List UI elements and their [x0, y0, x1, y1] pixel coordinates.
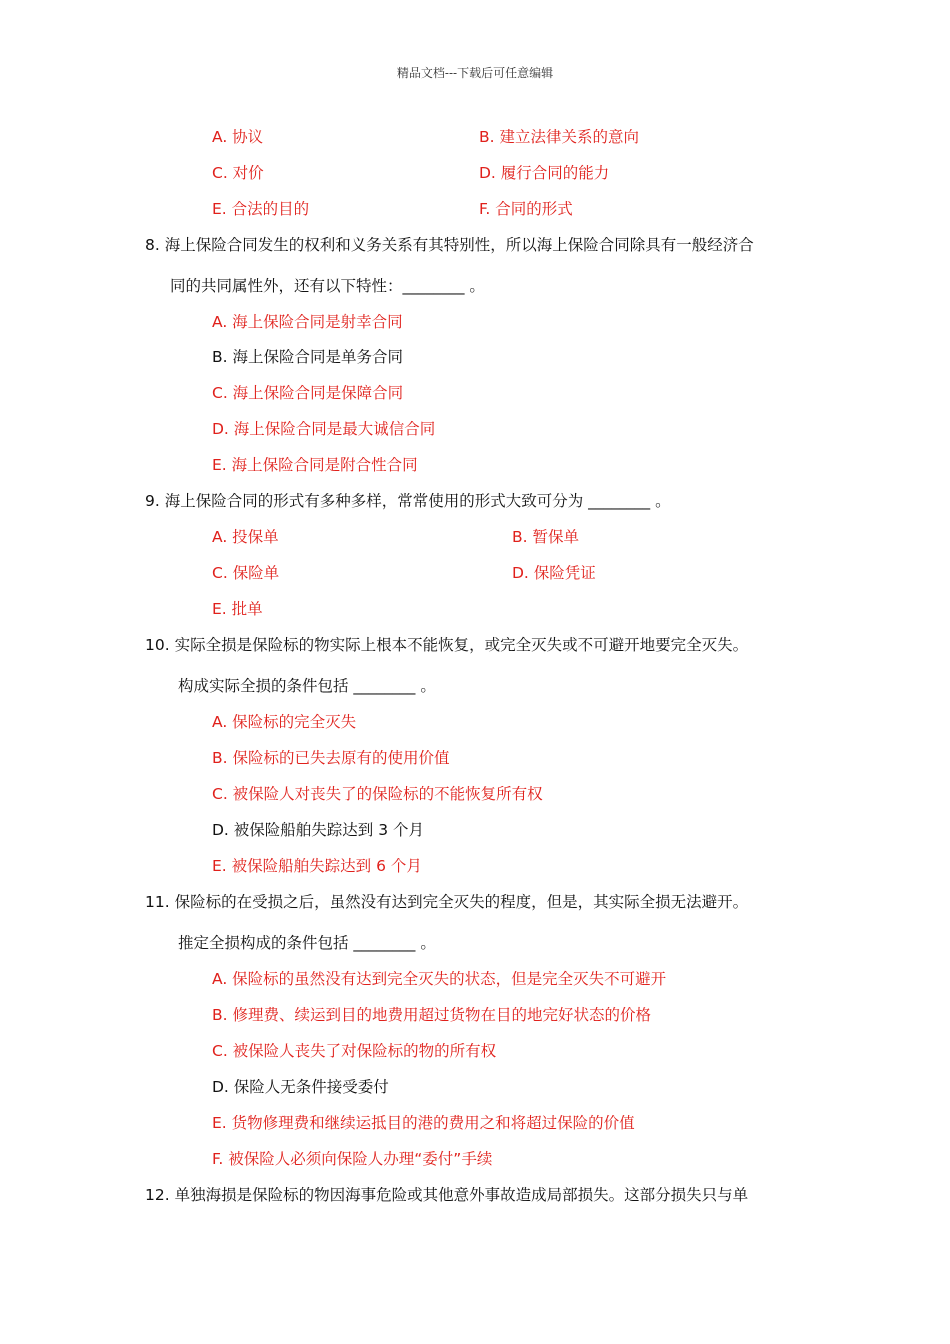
- q8-stem-line1: 8. 海上保险合同发生的权利和义务关系有其特别性，所以海上保险合同除具有一般经济合: [145, 236, 754, 254]
- q10-option-b: B. 保险标的已失去原有的使用价值: [212, 749, 450, 767]
- q8-option-e: E. 海上保险合同是附合性合同: [212, 456, 418, 474]
- q11-option-b: B. 修理费、续运到目的地费用超过货物在目的地完好状态的价格: [212, 1006, 651, 1024]
- q11-option-f: F. 被保险人必须向保险人办理“委付”手续: [212, 1150, 493, 1168]
- q10-option-d: D. 被保险船舶失踪达到 3 个月: [212, 821, 425, 839]
- q10-option-e: E. 被保险船舶失踪达到 6 个月: [212, 857, 422, 875]
- q9-option-a: A. 投保单: [212, 528, 279, 546]
- q9-option-e: E. 批单: [212, 600, 263, 618]
- q7-option-c: C. 对价: [212, 164, 264, 182]
- q7-option-e: E. 合法的目的: [212, 200, 310, 218]
- q10-option-c: C. 被保险人对丧失了的保险标的不能恢复所有权: [212, 785, 543, 803]
- q12-stem-line1: 12. 单独海损是保险标的物因海事危险或其他意外事故造成局部损失。这部分损失只与单: [145, 1186, 749, 1204]
- q8-option-a: A. 海上保险合同是射幸合同: [212, 313, 403, 331]
- q9-option-c: C. 保险单: [212, 564, 280, 582]
- q9-option-b: B. 暂保单: [512, 528, 579, 546]
- q11-stem-line1: 11. 保险标的在受损之后，虽然没有达到完全灭失的程度，但是，其实际全损无法避开。: [145, 893, 749, 911]
- page-header: 精品文档---下载后可任意编辑: [396, 66, 554, 80]
- q10-stem-line2: 构成实际全损的条件包括 ________ 。: [178, 677, 436, 695]
- q11-option-c: C. 被保险人丧失了对保险标的物的所有权: [212, 1042, 497, 1060]
- q8-stem-line2: 同的共同属性外，还有以下特性：________ 。: [170, 277, 485, 295]
- q8-option-b: B. 海上保险合同是单务合同: [212, 348, 403, 366]
- q9-option-d: D. 保险凭证: [512, 564, 596, 582]
- q11-option-d: D. 保险人无条件接受委付: [212, 1078, 389, 1096]
- q11-stem-line2: 推定全损构成的条件包括 ________ 。: [178, 934, 436, 952]
- q8-option-c: C. 海上保险合同是保障合同: [212, 384, 404, 402]
- q7-option-f: F. 合同的形式: [479, 200, 573, 218]
- q10-option-a: A. 保险标的完全灭失: [212, 713, 357, 731]
- q10-stem-line1: 10. 实际全损是保险标的物实际上根本不能恢复，或完全灭失或不可避开地要完全灭失。: [145, 636, 749, 654]
- q8-option-d: D. 海上保险合同是最大诚信合同: [212, 420, 436, 438]
- q7-option-a: A. 协议: [212, 128, 264, 146]
- q9-stem: 9. 海上保险合同的形式有多种多样，常常使用的形式大致可分为 ________ 。: [145, 492, 671, 510]
- q7-option-b: B. 建立法律关系的意向: [479, 128, 639, 146]
- q11-option-a: A. 保险标的虽然没有达到完全灭失的状态，但是完全灭失不可避开: [212, 970, 667, 988]
- q11-option-e: E. 货物修理费和继续运抵目的港的费用之和将超过保险的价值: [212, 1114, 635, 1132]
- q7-option-d: D. 履行合同的能力: [479, 164, 610, 182]
